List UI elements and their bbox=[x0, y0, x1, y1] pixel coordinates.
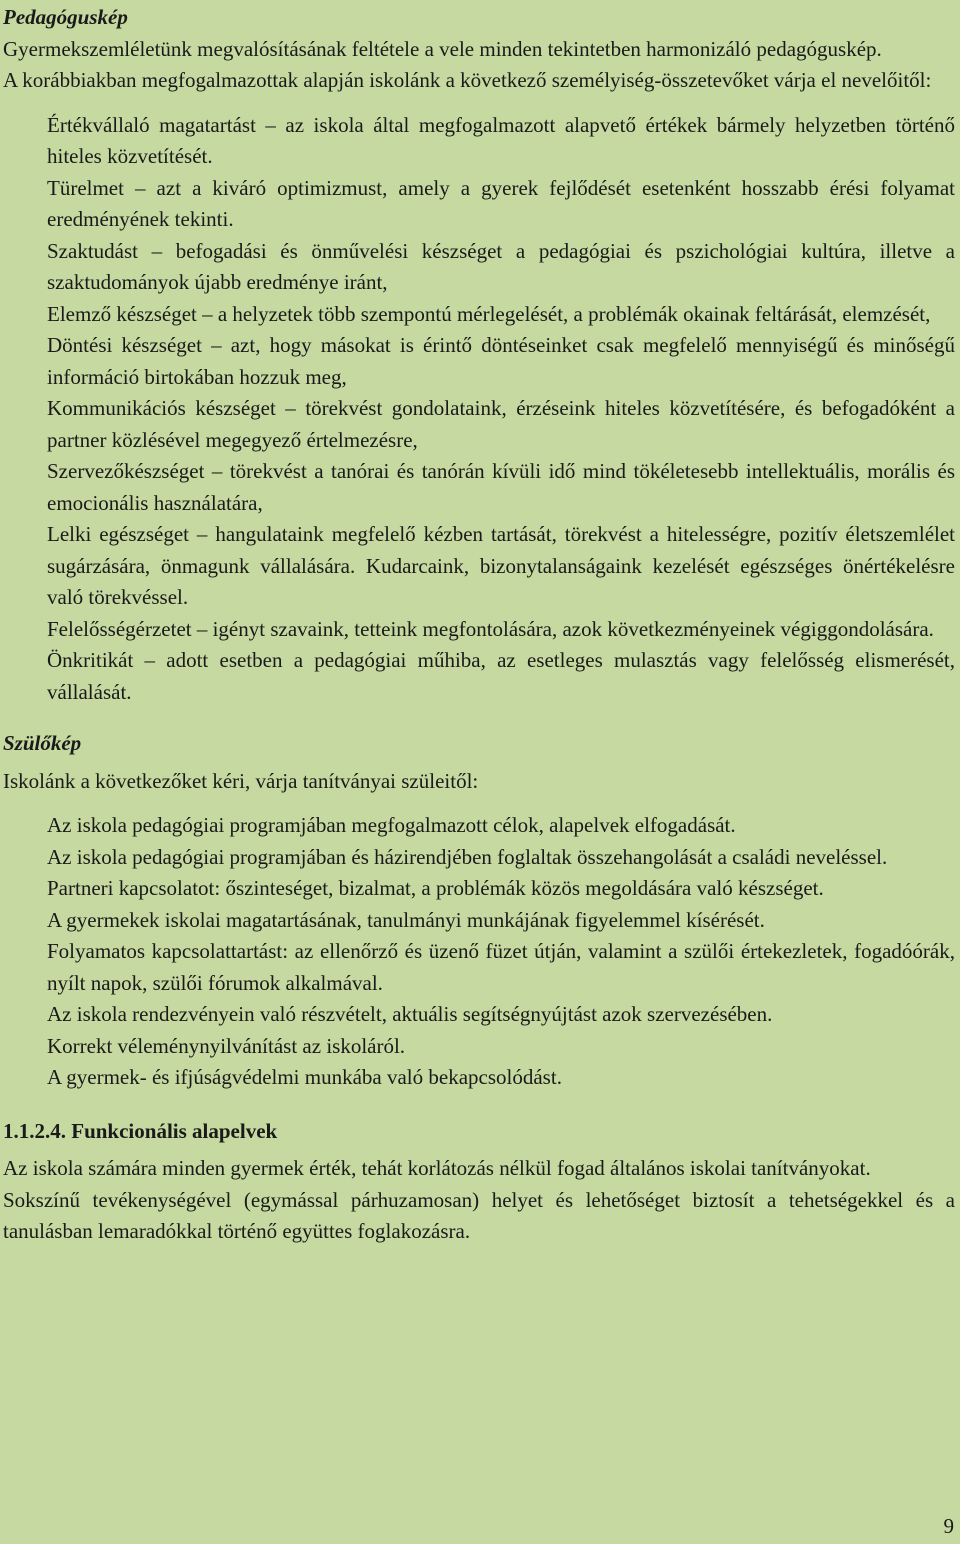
page-number: 9 bbox=[943, 1514, 954, 1538]
list-item: Az iskola pedagógiai programjában megfogalmazott célok, alapelvek elfogadását. bbox=[47, 813, 736, 837]
list-item: Lelki egészséget – hangulataink megfelelő kézben tartását, törekvést a hitelességre, pozitív életszemlélet sugárzására, önmagunk vállalására. Kudarcaink, bizonytalanságaink kezelését egészséges önértékelésre való törekvéssel. bbox=[47, 522, 955, 609]
paragraph: Sokszínű tevékenységével (egymással párhuzamosan) helyet és lehetőséget biztosít a tehetségekkel és a tanulásban lemaradókkal történő együttes foglakozásra. bbox=[3, 1187, 955, 1243]
list-item: Szervezőkészséget – törekvést a tanórai és tanórán kívüli idő mind tökéletesebb intellektuális, morális és emocionális használatára, bbox=[47, 459, 955, 515]
list-item: Felelősségérzetet – igényt szavaink, tetteink megfontolására, azok következményeinek végiggondolására. bbox=[47, 616, 934, 641]
spacer bbox=[3, 97, 955, 110]
list-item: Szaktudást – befogadási és önművelési készséget a pedagógiai és pszichológiai kultúra, illetve a szaktudományok újabb eredménye iránt, bbox=[47, 238, 955, 294]
section-heading-funkcionalis-alapelvek: 1.1.2.4. Funkcionális alapelvek bbox=[3, 1118, 278, 1143]
parent-expectations-list bbox=[47, 810, 955, 1094]
list-item: Döntési készséget – azt, hogy másokat is érintő döntéseinket csak megfelelő mennyiségű és minőségű információ birtokában hozzuk meg, bbox=[47, 333, 955, 389]
section-heading-szulokep: Szülőkép bbox=[3, 731, 82, 755]
list-item: Korrekt véleménynyilvánítást az iskoláról. bbox=[47, 1033, 406, 1058]
spacer bbox=[3, 708, 955, 728]
list-item: Kommunikációs készséget – törekvést gondolataink, érzéseink hiteles közvetítésére, és befogadóként a partner közlésével megegyező értelmezésre, bbox=[47, 396, 955, 452]
list-item: Elemző készséget – a helyzetek több szempontú mérlegelését, a problémák okainak feltárását, elemzését, bbox=[47, 301, 931, 326]
list-item: A gyermek- és ifjúságvédelmi munkába való bekapcsolódást. bbox=[47, 1065, 562, 1089]
section-heading-pedagoguskep: Pedagóguskép bbox=[3, 5, 128, 29]
list-item: A gyermekek iskolai magatartásának, tanulmányi munkájának figyelemmel kísérését. bbox=[47, 907, 765, 932]
paragraph: Iskolánk a következőket kéri, várja tanítványai szüleitől: bbox=[3, 768, 479, 793]
document-page bbox=[3, 2, 955, 1248]
spacer bbox=[3, 797, 955, 810]
list-item: Értékvállaló magatartást – az iskola által megfogalmazott alapvető értékek bármely helyzetben történő hiteles közvetítését. bbox=[47, 112, 955, 168]
list-item: Az iskola rendezvényein való részvételt, aktuális segítségnyújtást azok szervezésében. bbox=[47, 1002, 773, 1026]
paragraph: Az iskola számára minden gyermek érték, tehát korlátozás nélkül fogad általános iskolai tanítványokat. bbox=[3, 1156, 871, 1180]
teacher-traits-list bbox=[47, 110, 955, 709]
paragraph: Gyermekszemléletünk megvalósításának feltétele a vele minden tekintetben harmonizáló pedagóguskép. bbox=[3, 36, 882, 61]
list-item: Az iskola pedagógiai programjában és házirendjében foglaltak összehangolását a családi neveléssel. bbox=[47, 844, 888, 869]
list-item: Folyamatos kapcsolattartást: az ellenőrző és üzenő füzet útján, valamint a szülői értekezletek, fogadóórák, nyílt napok, szülői fórumok alkalmával. bbox=[47, 939, 955, 995]
spacer bbox=[3, 1094, 955, 1116]
list-item: Partneri kapcsolatot: őszinteséget, bizalmat, a problémák közös megoldására való készséget. bbox=[47, 876, 824, 900]
paragraph: A korábbiakban megfogalmazottak alapján iskolánk a következő személyiség-összetevőket várja el nevelőitől: bbox=[3, 68, 932, 92]
list-item: Türelmet – azt a kiváró optimizmust, amely a gyerek fejlődését esetenként hosszabb érési folyamat eredményének tekinti. bbox=[47, 175, 955, 231]
list-item: Önkritikát – adott esetben a pedagógiai műhiba, az esetleges mulasztás vagy felelősség elismerését, vállalását. bbox=[47, 648, 955, 704]
